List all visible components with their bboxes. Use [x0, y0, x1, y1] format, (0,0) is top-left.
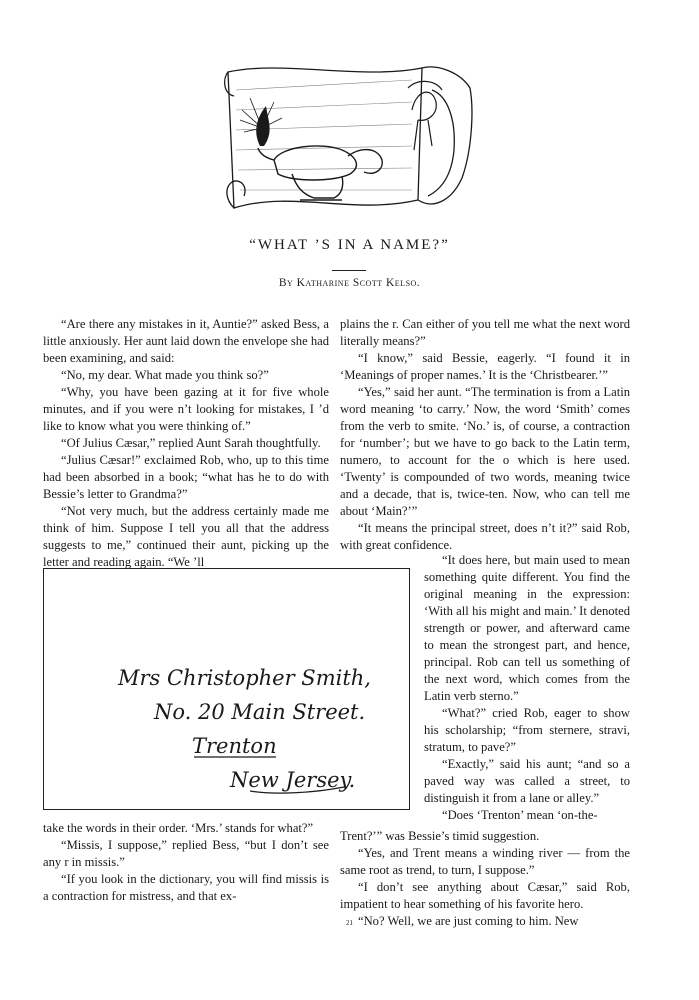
- article-byline: By Katharine Scott Kelso.: [278, 277, 421, 289]
- right-column-bottom: [340, 828, 630, 930]
- paragraph: “Are there any mistakes in it, Auntie?” asked Bess, a little anxiously. Her aunt laid down the envelope she had been examining, and said:: [43, 317, 329, 365]
- paragraph: plains the r. Can either of you tell me what the next word literally means?”: [340, 317, 630, 348]
- article-title: “WHAT ’S IN A NAME?”: [249, 237, 450, 253]
- right-column-middle: [424, 552, 630, 824]
- address-line: No. 20 Main Street.: [154, 700, 366, 724]
- paragraph: “If you look in the dictionary, you will find missis is a contraction for mistress, and that ex-: [43, 872, 329, 903]
- paragraph: “No? Well, we are just coming to him. New: [358, 914, 579, 928]
- address-line: Mrs Christopher Smith,: [118, 666, 371, 690]
- paragraph: take the words in their order. ‘Mrs.’ stands for what?”: [43, 821, 314, 835]
- paragraph: “Missis, I suppose,” replied Bess, “but I don’t see any r in missis.”: [43, 838, 329, 869]
- page-number: 21: [346, 919, 353, 927]
- paragraph: “Why, you have been gazing at it for five whole minutes, and if you were n’t looking for mistakes, I ’d like to know what you were thinking of.”: [43, 385, 329, 433]
- paragraph: “Not very much, but the address certainly made me think of him. Suppose I tell you all that the address suggests to me,” continued their aunt, picking up the letter and reading again. “We ’ll: [43, 504, 329, 569]
- paragraph: “Of Julius Cæsar,” replied Aunt Sarah thoughtfully.: [61, 436, 321, 450]
- paragraph: “I know,” said Bessie, eagerly. “I found it in ‘Meanings of proper names.’ It is the ‘Christbearer.’”: [340, 351, 630, 382]
- paragraph: “Does ‘Trenton’ mean ‘on-the-: [442, 808, 598, 822]
- right-column-top: [340, 316, 630, 554]
- paragraph: Trent?’” was Bessie’s timid suggestion.: [340, 829, 540, 843]
- address-line: Trenton: [192, 734, 277, 758]
- title-divider: [332, 270, 366, 271]
- address-line: New Jersey.: [230, 768, 356, 792]
- paragraph: “Julius Cæsar!” exclaimed Rob, who, up to this time had been absorbed in a book; “what has he to do with Bessie’s letter to Grandma?”: [43, 453, 329, 501]
- envelope-address: [44, 569, 411, 811]
- paragraph: “It means the principal street, does n’t it?” said Rob, with great confidence.: [340, 521, 630, 552]
- paragraph: “No, my dear. What made you think so?”: [61, 368, 269, 382]
- paragraph: “Yes, and Trent means a winding river — from the same root as trend, to turn, I suppose.”: [340, 846, 630, 877]
- lamp-scroll-vignette: [222, 50, 480, 226]
- left-column-top: [43, 316, 329, 571]
- paragraph: “Exactly,” said his aunt; “and so a paved way was called a street, to distinguish it from a lane or alley.”: [424, 757, 630, 805]
- left-column-bottom: [43, 820, 329, 905]
- envelope-illustration: [43, 568, 410, 810]
- paragraph: “It does here, but main used to mean something quite different. You find the original meaning in the expression: ‘With all his might and main.’ It denoted strength or power, and afterward came to mean the strongest part, and hence, principal. Rob can tell us something of the next word, which comes from the Latin verb sterno.”: [424, 553, 630, 703]
- paragraph: “What?” cried Rob, eager to show his scholarship; “from sternere, stravi, stratum, to pave?”: [424, 706, 630, 754]
- paragraph: “I don’t see anything about Cæsar,” said Rob, impatient to hear something of his favorite hero.: [340, 880, 630, 911]
- paragraph: “Yes,” said her aunt. “The termination is from a Latin word meaning ‘to carry.’ Now, the word ‘Smith’ comes from the verb to smite. ‘No.’ is, of course, a contraction for ‘number’; but we have to go back to the Latin term, numero, to account for the o which is here used. ‘Twenty’ is compounded of two words, meaning twice and a decade, that is, twice-ten. Now, who can tell me about ‘Main?’”: [340, 385, 630, 518]
